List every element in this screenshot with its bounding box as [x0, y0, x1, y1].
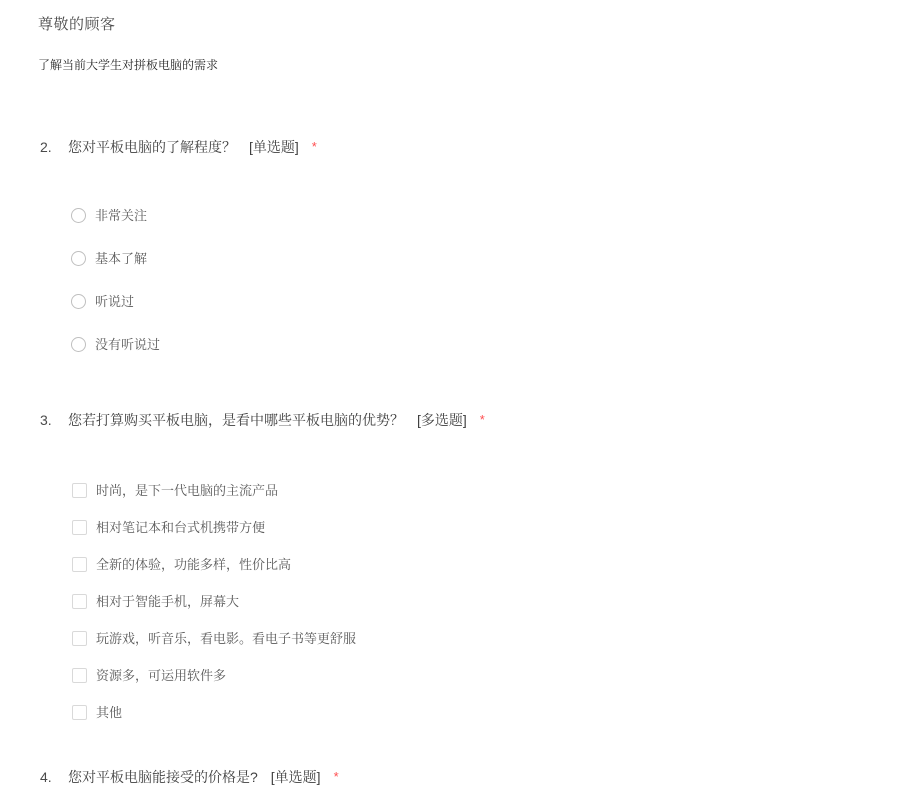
checkbox-icon[interactable] — [72, 631, 87, 646]
question-4-number: 4. — [40, 769, 52, 785]
checkbox-icon[interactable] — [72, 705, 87, 720]
option-label[interactable]: 相对于智能手机，屏幕大 — [96, 593, 240, 609]
radio-button-icon[interactable] — [71, 337, 86, 352]
question-4-type-tag: [单选题] — [270, 769, 321, 785]
required-asterisk: * — [311, 139, 317, 154]
checkbox-option[interactable] — [0, 630, 900, 646]
option-label[interactable]: 非常关注 — [95, 207, 148, 223]
checkbox-icon[interactable] — [72, 557, 87, 572]
checkbox-icon[interactable] — [72, 483, 87, 498]
option-label[interactable]: 玩游戏，听音乐，看电影。看电子书等更舒服 — [96, 630, 357, 646]
checkbox-option[interactable] — [0, 593, 900, 609]
radio-option[interactable] — [0, 336, 900, 352]
option-label[interactable]: 时尚，是下一代电脑的主流产品 — [96, 482, 279, 498]
radio-button-icon[interactable] — [71, 251, 86, 266]
checkbox-icon[interactable] — [72, 668, 87, 683]
radio-button-icon[interactable] — [71, 208, 86, 223]
question-2-text: 您对平板电脑的了解程度？ — [68, 139, 236, 155]
option-label[interactable]: 其他 — [96, 704, 123, 720]
option-label[interactable]: 听说过 — [95, 293, 135, 309]
question-4 — [0, 769, 900, 785]
radio-option[interactable] — [0, 250, 900, 266]
page-subtitle: 了解当前大学生对拼板电脑的需求 — [38, 58, 219, 72]
checkbox-option[interactable] — [0, 704, 900, 720]
checkbox-option[interactable] — [0, 482, 900, 498]
option-label[interactable]: 全新的体验，功能多样，性价比高 — [96, 556, 292, 572]
option-label[interactable]: 基本了解 — [95, 250, 148, 266]
question-3 — [0, 412, 900, 428]
radio-option[interactable] — [0, 207, 900, 223]
checkbox-icon[interactable] — [72, 594, 87, 609]
checkbox-option[interactable] — [0, 667, 900, 683]
checkbox-option[interactable] — [0, 519, 900, 535]
question-3-number: 3. — [40, 412, 52, 428]
question-4-text: 您对平板电脑能接受的价格是? — [68, 769, 258, 785]
question-2-number: 2. — [40, 139, 52, 155]
checkbox-option[interactable] — [0, 556, 900, 572]
option-label[interactable]: 资源多，可运用软件多 — [96, 667, 227, 683]
question-2-options — [0, 207, 900, 352]
radio-button-icon[interactable] — [71, 294, 86, 309]
checkbox-icon[interactable] — [72, 520, 87, 535]
option-label[interactable]: 相对笔记本和台式机携带方便 — [96, 519, 266, 535]
radio-option[interactable] — [0, 293, 900, 309]
question-2-type-tag: [单选题] — [249, 139, 299, 155]
required-asterisk: * — [333, 769, 339, 784]
question-3-type-tag: [多选题] — [417, 412, 467, 428]
required-asterisk: * — [479, 412, 485, 427]
question-3-text: 您若打算购买平板电脑，是看中哪些平板电脑的优势？ — [68, 412, 404, 428]
option-label[interactable]: 没有听说过 — [95, 336, 161, 352]
page-title: 尊敬的顾客 — [38, 16, 116, 33]
question-3-options — [0, 482, 900, 720]
question-2 — [0, 139, 900, 155]
